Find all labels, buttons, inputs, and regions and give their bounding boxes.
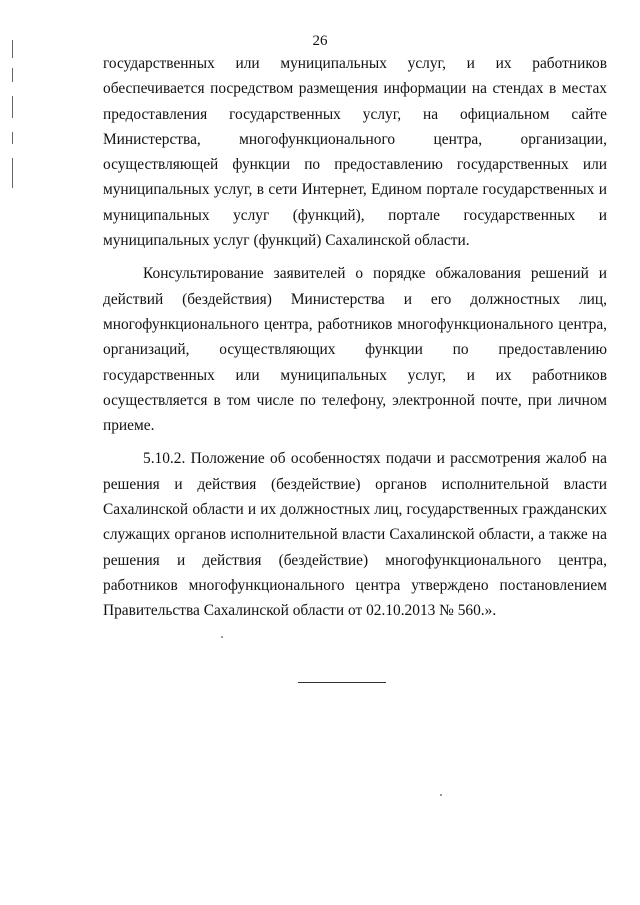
paragraph-2: Консультирование заявителей о порядке обжалования решений и действий (бездействия) Министерства и его должностных лиц, многофункционального центра, работников многофункционального центра, организаций, осуществляющих функции по предоставлению государственных или муниципальных услуг, и их работников осуществляется в том числе по телефону, электронной почте, при личном приеме. [103,265,607,435]
page-number: 26 [312,33,328,49]
scan-speck [221,636,223,638]
document-body [103,51,607,624]
scan-speck [440,794,442,796]
closing-separator-line [298,682,386,683]
paragraph-1: государственных или муниципальных услуг, и их работников обеспечивается посредством размещения информации на стендах в местах предоставления государственных услуг, на официальном сайте Министерства, многофункционального центра, организации, осуществляющей функции по предоставлению государственных или муниципальных услуг, в сети Интернет, Едином портале государственных и муниципальных услуг (функций), портале государственных и муниципальных услуг (функций) Сахалинской области. [103,55,607,250]
scan-edge-marks [12,40,15,200]
paragraph-3: 5.10.2. Положение об особенностях подачи и рассмотрения жалоб на решения и действия (бездействие) органов исполнительной власти Сахалинской области и их должностных лиц, государственных гражданских служащих органов исполнительной власти Сахалинской области, а также на решения и действия (бездействие) многофункционального центра, работников многофункционального центра утверждено постановлением Правительства Сахалинской области от 02.10.2013 № 560.». [103,450,607,620]
